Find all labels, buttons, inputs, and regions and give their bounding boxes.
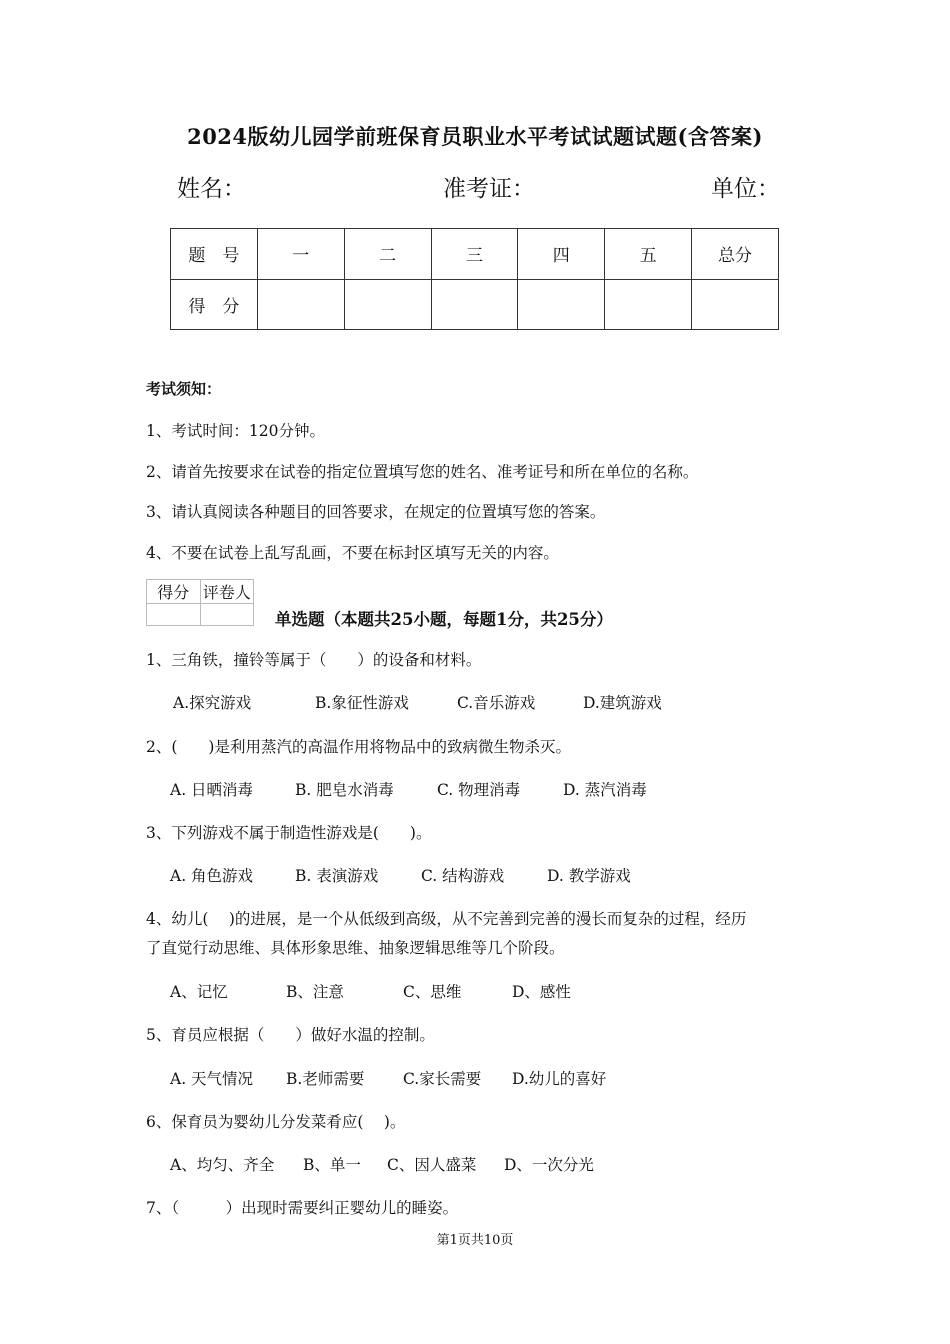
option: A、记忆	[170, 983, 228, 1001]
option: C、因人盛菜	[387, 1156, 477, 1174]
score-cell-4[interactable]	[518, 279, 605, 330]
question-stem: 3、下列游戏不属于制造性游戏是( )。	[146, 824, 432, 842]
question-stem: 2、( )是利用蒸汽的高温作用将物品中的致病微生物杀灭。	[146, 738, 571, 756]
option: A. 角色游戏	[170, 867, 254, 885]
score-cell-2[interactable]	[344, 279, 431, 330]
option: B. 肥皂水消毒	[295, 781, 394, 799]
score-table	[170, 228, 779, 330]
option: C.家长需要	[403, 1070, 482, 1088]
score-table-header-row	[171, 229, 779, 280]
page-title: 2024版幼儿园学前班保育员职业水平考试试题试题(含答案)	[187, 124, 763, 149]
score-header-5: 五	[605, 229, 692, 280]
score-row-label: 得 分	[171, 279, 258, 330]
grader-box	[146, 579, 254, 626]
score-header-2: 二	[344, 229, 431, 280]
option: A、均匀、齐全	[170, 1156, 275, 1174]
page-footer: 第1页共10页	[436, 1233, 514, 1248]
option: B.象征性游戏	[315, 694, 409, 712]
score-cell-total[interactable]	[692, 279, 779, 330]
score-header-total: 总分	[692, 229, 779, 280]
option: D. 蒸汽消毒	[563, 781, 647, 799]
grader-score-label: 得分	[147, 580, 201, 604]
score-table-score-row	[171, 279, 779, 330]
score-cell-3[interactable]	[431, 279, 518, 330]
option: D. 教学游戏	[547, 867, 631, 885]
grader-name-cell[interactable]	[200, 604, 254, 626]
option: B.老师需要	[286, 1070, 365, 1088]
option: B. 表演游戏	[295, 867, 379, 885]
option: C.音乐游戏	[457, 694, 536, 712]
option: C. 物理消毒	[437, 781, 521, 799]
grader-score-cell[interactable]	[147, 604, 201, 626]
option: A. 天气情况	[170, 1070, 254, 1088]
option: A.探究游戏	[173, 694, 252, 712]
question-stem: 1、三角铁，撞铃等属于（ ）的设备和材料。	[146, 651, 482, 669]
section-title: 单选题（本题共25小题，每题1分，共25分）	[275, 610, 613, 629]
unit-field-label: 单位：	[711, 176, 780, 202]
score-cell-5[interactable]	[605, 279, 692, 330]
notice-item: 1、考试时间：120分钟。	[146, 422, 325, 440]
score-header-4: 四	[518, 229, 605, 280]
grader-name-label: 评卷人	[200, 580, 254, 604]
option: D、感性	[512, 983, 571, 1001]
option: B、单一	[303, 1156, 361, 1174]
question-stem: 5、育员应根据（ ）做好水温的控制。	[146, 1026, 435, 1044]
name-field-label: 姓名：	[177, 176, 246, 202]
notice-heading: 考试须知：	[146, 380, 222, 398]
option: A. 日晒消毒	[170, 781, 254, 799]
notice-item: 3、请认真阅读各种题目的回答要求，在规定的位置填写您的答案。	[146, 503, 606, 521]
option: B、注意	[286, 983, 344, 1001]
score-cell-1[interactable]	[257, 279, 344, 330]
score-header-label: 题 号	[171, 229, 258, 280]
option: C. 结构游戏	[421, 867, 505, 885]
option: D.幼儿的喜好	[512, 1070, 607, 1088]
option: D.建筑游戏	[583, 694, 662, 712]
option: D、一次分光	[504, 1156, 594, 1174]
question-stem-continued: 了直觉行动思维、具体形象思维、抽象逻辑思维等几个阶段。	[146, 939, 565, 957]
question-stem: 4、幼儿( )的进展，是一个从低级到高级，从不完善到完善的漫长而复杂的过程，经历	[146, 910, 747, 928]
notice-item: 4、不要在试卷上乱写乱画，不要在标封区填写无关的内容。	[146, 544, 559, 562]
exam-id-field-label: 准考证：	[443, 176, 535, 202]
option: C、思维	[403, 983, 462, 1001]
question-stem: 7、（ ）出现时需要纠正婴幼儿的睡姿。	[146, 1199, 459, 1217]
question-stem: 6、保育员为婴幼儿分发菜肴应( )。	[146, 1113, 406, 1131]
score-header-1: 一	[257, 229, 344, 280]
score-header-3: 三	[431, 229, 518, 280]
notice-item: 2、请首先按要求在试卷的指定位置填写您的姓名、准考证号和所在单位的名称。	[146, 463, 699, 481]
